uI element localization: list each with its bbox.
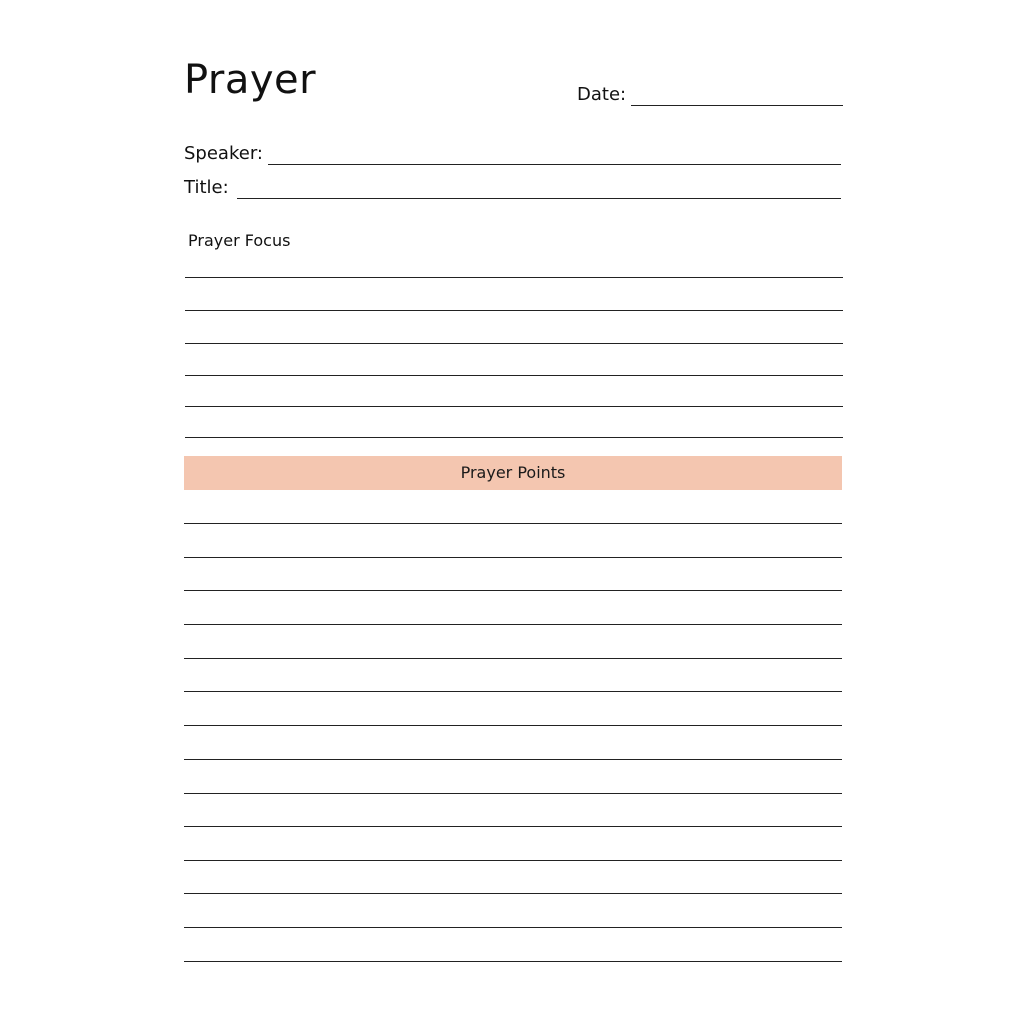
page-title: Prayer <box>184 57 317 103</box>
points-write-line <box>184 927 842 928</box>
points-write-line <box>184 759 842 760</box>
prayer-points-heading: Prayer Points <box>460 463 566 482</box>
points-write-line <box>184 590 842 591</box>
speaker-write-line <box>268 163 841 165</box>
points-write-line <box>184 523 842 524</box>
title-label: Title: <box>184 177 229 198</box>
focus-write-line <box>185 437 843 438</box>
focus-write-line <box>185 406 843 407</box>
points-write-line <box>184 624 842 625</box>
date-label: Date: <box>577 84 627 105</box>
points-write-line <box>184 893 842 894</box>
speaker-label: Speaker: <box>184 143 263 164</box>
points-write-line <box>184 658 842 659</box>
speaker-field <box>184 145 841 165</box>
points-write-line <box>184 691 842 692</box>
points-write-line <box>184 860 842 861</box>
points-write-line <box>184 557 842 558</box>
focus-write-line <box>185 375 843 376</box>
points-write-line <box>184 725 842 726</box>
points-write-line <box>184 793 842 794</box>
prayer-points-header <box>184 456 842 490</box>
title-field <box>184 179 841 199</box>
title-write-line <box>237 197 841 199</box>
points-write-line <box>184 961 842 962</box>
focus-write-line <box>185 343 843 344</box>
focus-write-line <box>185 310 843 311</box>
points-write-line <box>184 826 842 827</box>
date-field <box>577 86 843 106</box>
date-write-line <box>631 104 843 106</box>
focus-write-line <box>185 277 843 278</box>
prayer-focus-heading: Prayer Focus <box>188 231 291 250</box>
